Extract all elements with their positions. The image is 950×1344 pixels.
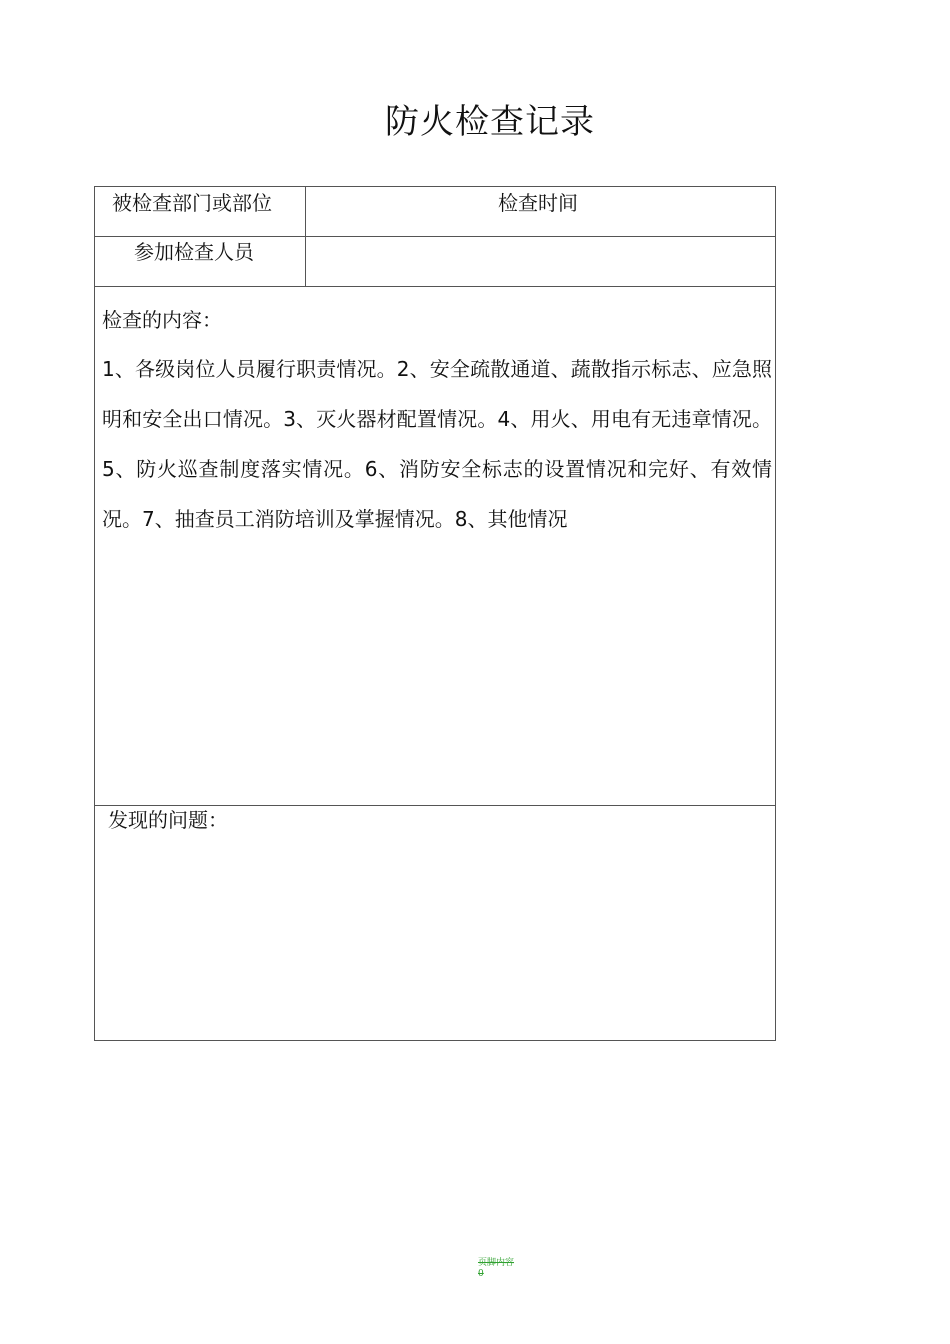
time-label: 检查时间 [498,191,578,215]
content-label: 检查的内容： [102,308,222,332]
content-text: 1、各级岗位人员履行职责情况。2、安全疏散通道、蔬散指示标志、应急照明和安全出口情况。3、灭火器材配置情况。4、用火、用电有无违章情况。5、防火巡查制度落实情况。6、消防安全标志的设置情况和完好、有效情况。7、抽查员工消防培训及掌握情况。8、其他情况 [102,357,772,531]
page-title: 防火检查记录 [385,102,595,142]
participants-label: 参加检查人员 [134,240,254,264]
footer-text: 页脚内容0 [478,1258,515,1279]
dept-label: 被检查部门或部位 [112,191,272,215]
column-divider [305,187,306,287]
problems-label: 发现的问题： [108,808,228,832]
row-divider [95,286,775,287]
inspection-form [94,186,776,1041]
